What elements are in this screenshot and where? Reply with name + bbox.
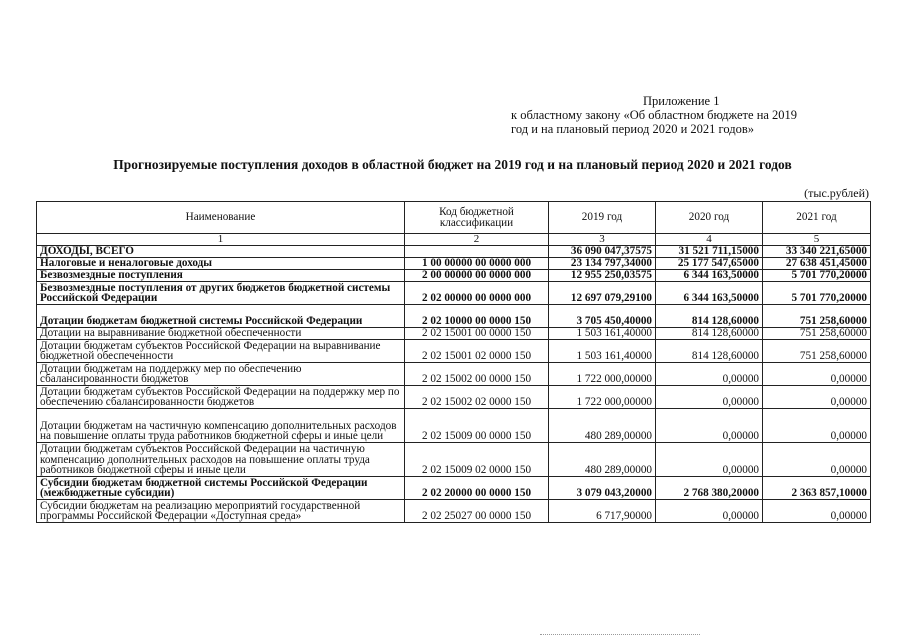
appendix-line-1: к областному закону «Об областном бюджете на 2019 [511, 108, 798, 122]
row-code: 2 02 15001 02 0000 150 [405, 340, 549, 363]
row-name: Дотации бюджетам субъектов Российской Федерации на выравнивание бюджетной обеспеченности [37, 340, 405, 363]
row-code: 2 02 00000 00 0000 000 [405, 282, 549, 305]
row-name: Налоговые и неналоговые доходы [37, 258, 405, 270]
row-name: Дотации бюджетам на поддержку мер по обеспечению сбалансированности бюджетов [37, 363, 405, 386]
table-row [37, 409, 871, 443]
row-2021: 27 638 451,45000 [763, 258, 871, 270]
document-title: Прогнозируемые поступления доходов в областной бюджет на 2019 год и на плановый период 2020 и 2021 годов [113, 157, 792, 172]
row-2021: 2 363 857,10000 [763, 477, 871, 500]
row-2019: 1 722 000,00000 [549, 363, 656, 386]
row-code [405, 246, 549, 258]
row-2019: 23 134 797,34000 [549, 258, 656, 270]
row-2021: 5 701 770,20000 [763, 282, 871, 305]
row-2021: 0,00000 [763, 409, 871, 443]
row-2019: 480 289,00000 [549, 443, 656, 477]
row-2021: 0,00000 [763, 386, 871, 409]
row-2021: 0,00000 [763, 500, 871, 523]
table-row [37, 246, 871, 258]
column-number: 1 [37, 234, 405, 246]
row-2020: 0,00000 [656, 386, 763, 409]
row-2021: 0,00000 [763, 363, 871, 386]
row-2019: 1 503 161,40000 [549, 328, 656, 340]
row-name: Дотации бюджетам субъектов Российской Федерации на частичную компенсацию дополнительных расходов на повышение оплаты труда работников бюджетной сферы и иные цели [37, 443, 405, 477]
table-row [37, 258, 871, 270]
row-name: Дотации бюджетам бюджетной системы Российской Федерации [37, 305, 405, 328]
row-2020: 6 344 163,50000 [656, 270, 763, 282]
column-number-row [37, 234, 871, 246]
appendix-line-2: год и на плановый период 2020 и 2021 годов» [511, 122, 754, 136]
row-2020: 814 128,60000 [656, 340, 763, 363]
row-2020: 814 128,60000 [656, 328, 763, 340]
row-2021: 751 258,60000 [763, 340, 871, 363]
row-name: Субсидии бюджетам на реализацию мероприятий государственной программы Российской Федерации «Доступная среда» [37, 500, 405, 523]
table-row [37, 270, 871, 282]
column-number: 3 [549, 234, 656, 246]
column-number: 2 [405, 234, 549, 246]
header-2021: 2021 год [763, 202, 871, 234]
row-2021: 751 258,60000 [763, 305, 871, 328]
table-row [37, 477, 871, 500]
row-name: ДОХОДЫ, ВСЕГО [37, 246, 405, 258]
row-code: 1 00 00000 00 0000 000 [405, 258, 549, 270]
table-row [37, 363, 871, 386]
row-code: 2 00 00000 00 0000 000 [405, 270, 549, 282]
row-code: 2 02 15009 02 0000 150 [405, 443, 549, 477]
row-code: 2 02 25027 00 0000 150 [405, 500, 549, 523]
column-number: 4 [656, 234, 763, 246]
table-row [37, 328, 871, 340]
column-number: 5 [763, 234, 871, 246]
row-name: Безвозмездные поступления от других бюджетов бюджетной системы Российской Федерации [37, 282, 405, 305]
row-2019: 36 090 047,37575 [549, 246, 656, 258]
row-code: 2 02 15002 02 0000 150 [405, 386, 549, 409]
table-row [37, 340, 871, 363]
table-row [37, 386, 871, 409]
row-name: Дотации бюджетам на частичную компенсацию дополнительных расходов на повышение оплаты труда работников бюджетной сферы и иные цели [37, 409, 405, 443]
row-2021: 0,00000 [763, 443, 871, 477]
row-2020: 2 768 380,20000 [656, 477, 763, 500]
row-2019: 6 717,90000 [549, 500, 656, 523]
header-2020: 2020 год [656, 202, 763, 234]
row-2019: 3 705 450,40000 [549, 305, 656, 328]
row-2020: 0,00000 [656, 409, 763, 443]
row-code: 2 02 10000 00 0000 150 [405, 305, 549, 328]
row-2020: 814 128,60000 [656, 305, 763, 328]
row-2019: 12 955 250,03575 [549, 270, 656, 282]
row-2019: 12 697 079,29100 [549, 282, 656, 305]
row-2020: 0,00000 [656, 500, 763, 523]
scan-artifact-divider [540, 634, 700, 638]
header-name: Наименование [37, 202, 405, 234]
row-name: Дотации бюджетам субъектов Российской Федерации на поддержку мер по обеспечению сбалансированности бюджетов [37, 386, 405, 409]
row-2019: 3 079 043,20000 [549, 477, 656, 500]
row-2019: 480 289,00000 [549, 409, 656, 443]
appendix-block [511, 94, 871, 136]
revenue-table [36, 201, 871, 523]
row-2019: 1 503 161,40000 [549, 340, 656, 363]
row-2021: 751 258,60000 [763, 328, 871, 340]
row-code: 2 02 15001 00 0000 150 [405, 328, 549, 340]
row-code: 2 02 20000 00 0000 150 [405, 477, 549, 500]
table-row [37, 282, 871, 305]
row-code: 2 02 15009 00 0000 150 [405, 409, 549, 443]
header-2019: 2019 год [549, 202, 656, 234]
table-row [37, 443, 871, 477]
table-row [37, 305, 871, 328]
row-2021: 33 340 221,65000 [763, 246, 871, 258]
units-label: (тыс.рублей) [804, 186, 869, 200]
row-name: Дотации на выравнивание бюджетной обеспеченности [37, 328, 405, 340]
row-code: 2 02 15002 00 0000 150 [405, 363, 549, 386]
row-2020: 0,00000 [656, 443, 763, 477]
table-header-row [37, 202, 871, 234]
row-2020: 6 344 163,50000 [656, 282, 763, 305]
header-code: Код бюджетной классификации [405, 202, 549, 234]
table-row [37, 500, 871, 523]
appendix-title: Приложение 1 [643, 94, 720, 108]
row-2020: 25 177 547,65000 [656, 258, 763, 270]
row-name: Субсидии бюджетам бюджетной системы Российской Федерации (межбюджетные субсидии) [37, 477, 405, 500]
row-2019: 1 722 000,00000 [549, 386, 656, 409]
row-name: Безвозмездные поступления [37, 270, 405, 282]
row-2020: 0,00000 [656, 363, 763, 386]
row-2020: 31 521 711,15000 [656, 246, 763, 258]
row-2021: 5 701 770,20000 [763, 270, 871, 282]
